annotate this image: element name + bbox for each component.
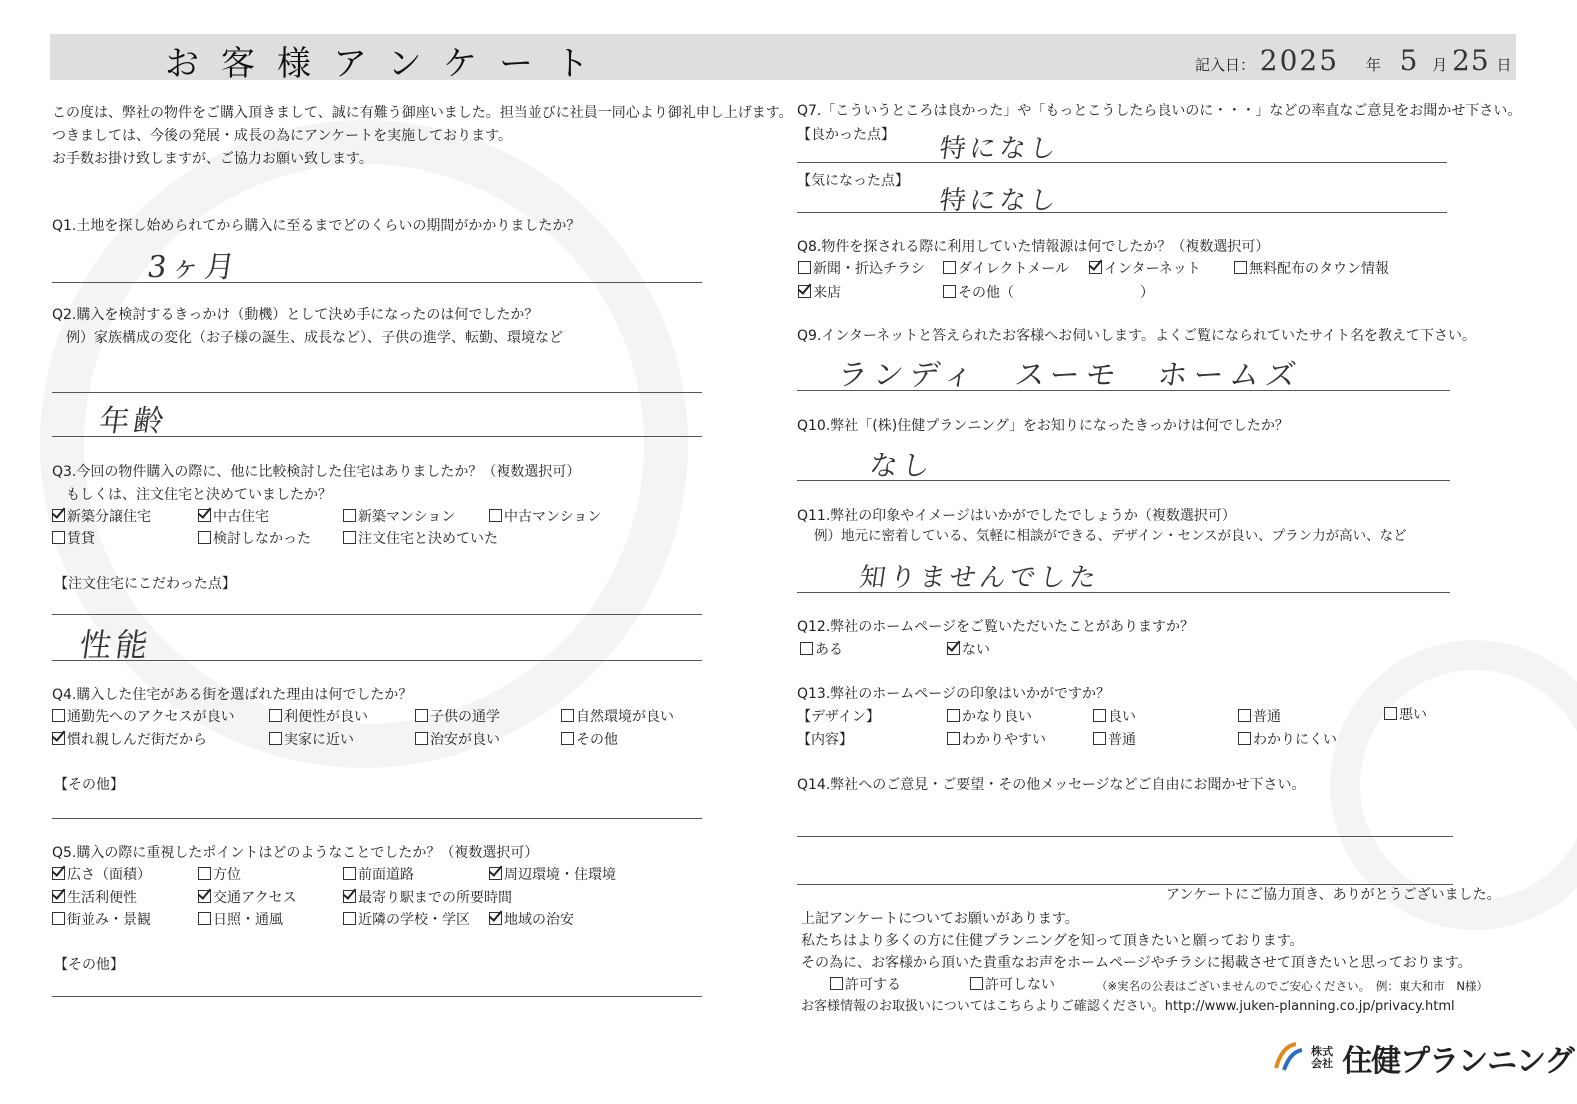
q2-answer-line-2 <box>52 436 702 437</box>
q2-answer: 年齢 <box>97 404 170 439</box>
option-label: 賃貸 <box>67 531 95 547</box>
checkbox[interactable] <box>343 509 356 522</box>
option-label: 新築マンション <box>358 509 456 525</box>
option-label: 地域の治安 <box>504 912 574 928</box>
request-line-2: 私たちはより多くの方に住健プランニングを知って頂きたいと願っております。 <box>801 933 1304 949</box>
checkbox[interactable] <box>561 732 574 745</box>
q4-option-access[interactable] <box>52 708 235 726</box>
option-label: わかりにくい <box>1253 732 1337 748</box>
option-label: 許可する <box>845 977 901 993</box>
checkbox[interactable] <box>52 912 65 925</box>
option-label: 生活利便性 <box>67 890 137 906</box>
request-line-1: 上記アンケートについてお願いがあります。 <box>801 911 1079 927</box>
q2-answer-line-1 <box>52 392 702 393</box>
logo-mark-icon <box>1270 1040 1306 1076</box>
option-label: ダイレクトメール <box>958 261 1070 277</box>
thanks-text: アンケートにご協力頂き、ありがとうございました。 <box>1166 887 1501 903</box>
option-label: 前面道路 <box>358 867 414 883</box>
checkbox[interactable] <box>415 732 428 745</box>
privacy-note: お客様情報のお取扱いについてはこちらよりご確認ください。http://www.juken-planning.co.jp/privacy.html <box>801 999 1455 1014</box>
q5-other-line <box>52 996 702 997</box>
checkbox[interactable] <box>269 709 282 722</box>
date-label: 記入日： <box>1195 56 1256 74</box>
date-entry <box>1195 46 1511 80</box>
option-label: 周辺環境・住環境 <box>504 867 616 883</box>
q10-answer-line <box>797 480 1450 481</box>
q2-question: Q2.購入を検討するきっかけ（動機）として決め手になったのは何でしたか？ <box>52 307 539 323</box>
q4-option-school[interactable] <box>415 708 500 726</box>
q3-sub: もしくは、注文住宅と決めていましたか？ <box>66 487 332 503</box>
checkbox[interactable] <box>52 732 65 745</box>
q3-option-chintai[interactable] <box>52 530 95 548</box>
q8-question: Q8.物件を探される際に利用していた情報源は何でしたか？（複数選択可） <box>797 239 1270 255</box>
logo-company-name: 住健プランニング <box>1342 1044 1574 1079</box>
q3-option-kento-shinakatta[interactable] <box>198 530 311 548</box>
q8-option-other[interactable] <box>943 284 1154 302</box>
logo-kabushiki: 株式会社 <box>1311 1045 1334 1070</box>
option-label: 無料配布のタウン情報 <box>1249 261 1389 277</box>
q3-option-chumon-jutaku[interactable] <box>343 530 498 548</box>
q3-option-chuko-mansion[interactable] <box>489 508 601 526</box>
q8-option-town-info[interactable] <box>1234 260 1389 278</box>
q7-good-line <box>797 162 1447 163</box>
checkbox[interactable] <box>198 531 211 544</box>
q3-answer-line-2 <box>52 660 702 661</box>
q7-question: Q7.「こういうところは良かった」や「もっとこうしたら良いのに・・・」などの率直なご意見をお聞かせ下さい。 <box>797 103 1522 119</box>
checkbox[interactable] <box>970 977 983 990</box>
option-label: ある <box>815 642 843 658</box>
option-label: 中古住宅 <box>213 509 269 525</box>
q5-option-school-district[interactable] <box>343 911 470 929</box>
q4-option-convenience[interactable] <box>269 708 368 726</box>
q14-line-2 <box>797 884 1453 885</box>
checkbox[interactable] <box>1093 732 1106 745</box>
option-label: 悪い <box>1399 707 1427 723</box>
option-label: 良い <box>1108 709 1136 725</box>
option-label: 普通 <box>1108 732 1136 748</box>
option-label: 来店 <box>813 285 841 301</box>
q3-answer-line-1 <box>52 614 702 615</box>
q2-example: 例）家族構成の変化（お子様の誕生、成長など）、子供の進学、転勤、環境など <box>66 330 563 346</box>
option-label: 広さ（面積） <box>67 867 151 883</box>
option-label: 中古マンション <box>504 509 602 525</box>
q8-option-newspaper[interactable] <box>798 260 925 278</box>
q7-concern-answer: 特になし <box>937 186 1062 216</box>
q4-option-familiar[interactable] <box>52 731 207 749</box>
option-label: 自然環境が良い <box>576 709 674 725</box>
q1-question: Q1.土地を探し始められてから購入に至るまでどのくらいの期間がかかりましたか？ <box>52 218 581 234</box>
q7-concern-label: 【気になった点】 <box>797 173 909 189</box>
option-label: 治安が良い <box>430 732 500 748</box>
q7-good-answer: 特になし <box>937 134 1062 164</box>
page-title: お客様アンケート <box>165 44 611 84</box>
checkbox[interactable] <box>415 709 428 722</box>
checkbox[interactable] <box>52 867 65 880</box>
q13-content-normal[interactable] <box>1093 731 1136 749</box>
checkbox[interactable] <box>52 890 65 903</box>
company-logo <box>1270 1036 1574 1079</box>
q5-option-living-convenience[interactable] <box>52 889 137 907</box>
q5-option-sunlight[interactable] <box>198 911 283 929</box>
q7-good-label: 【良かった点】 <box>797 127 895 143</box>
option-label: 通勤先へのアクセスが良い <box>67 709 235 725</box>
checkbox[interactable] <box>198 912 211 925</box>
option-label: 近隣の学校・学区 <box>358 912 470 928</box>
option-label: わかりやすい <box>962 732 1046 748</box>
q5-option-townscape[interactable] <box>52 911 151 929</box>
q4-other-line <box>52 818 702 819</box>
q9-answer: ランディ スーモ ホームズ <box>835 358 1305 393</box>
checkbox[interactable] <box>343 912 356 925</box>
q5-other-label: 【その他】 <box>54 957 124 973</box>
q3-option-shinchiku-bunjo[interactable] <box>52 508 151 526</box>
intro-line-2: つきましては、今後の発展・成長の為にアンケートを実施しております。 <box>52 128 513 144</box>
checkbox[interactable] <box>489 867 502 880</box>
q13-design-good[interactable] <box>1093 708 1136 726</box>
option-label: 検討しなかった <box>213 531 311 547</box>
checkbox[interactable] <box>1089 261 1102 274</box>
option-label: 交通アクセス <box>213 890 297 906</box>
checkbox[interactable] <box>198 890 211 903</box>
intro-line-3: お手数お掛け致しますが、ご協力お願い致します。 <box>52 151 373 167</box>
checkbox[interactable] <box>798 285 811 298</box>
checkbox[interactable] <box>52 509 65 522</box>
q13-design-label: 【デザイン】 <box>797 709 881 725</box>
checkbox[interactable] <box>798 261 811 274</box>
checkbox[interactable] <box>52 709 65 722</box>
q14-question: Q14.弊社へのご意見・ご要望・その他メッセージなどご自由にお聞かせ下さい。 <box>797 777 1306 793</box>
option-label: 注文住宅と決めていた <box>358 531 498 547</box>
q7-concern-line <box>797 212 1447 213</box>
q10-answer: なし <box>867 449 937 482</box>
q4-option-nature[interactable] <box>561 708 674 726</box>
option-label: 最寄り駅までの所要時間 <box>358 890 512 906</box>
date-year: 2025 <box>1259 44 1340 77</box>
option-label: 普通 <box>1253 709 1281 725</box>
date-month: 5 <box>1399 44 1422 77</box>
option-label: 街並み・景観 <box>67 912 151 928</box>
q13-content-unclear[interactable] <box>1238 731 1337 749</box>
checkbox[interactable] <box>947 642 960 655</box>
q9-question: Q9.インターネットと答えられたお客様へお伺いします。よくご覧になられていたサイト名を教えて下さい。 <box>797 328 1477 344</box>
checkbox[interactable] <box>1384 707 1397 720</box>
q5-option-regional-safety[interactable] <box>489 911 574 929</box>
q3-custom-answer: 性能 <box>77 626 155 664</box>
q13-content-clear[interactable] <box>947 731 1046 749</box>
date-day: 25 <box>1452 44 1490 77</box>
checkbox[interactable] <box>1093 709 1106 722</box>
q3-option-shinchiku-mansion[interactable] <box>343 508 455 526</box>
checkbox[interactable] <box>343 890 356 903</box>
q5-option-front-road[interactable] <box>343 866 414 884</box>
q4-option-other[interactable] <box>561 731 618 749</box>
q11-answer: 知りませんでした <box>857 563 1102 593</box>
q14-line-1 <box>797 836 1453 837</box>
q11-question: Q11.弊社の印象やイメージはいかがでしたでしょうか（複数選択可） <box>797 508 1236 524</box>
day-label: 日 <box>1496 56 1512 74</box>
q10-question: Q10.弊社「(株)住健プランニング」をお知りになったきっかけは何でしたか？ <box>797 418 1289 434</box>
checkbox[interactable] <box>489 912 502 925</box>
checkbox[interactable] <box>343 867 356 880</box>
q1-answer: 3ヶ月 <box>145 250 242 285</box>
q11-answer-line <box>797 592 1450 593</box>
option-label: その他（ ） <box>958 285 1154 301</box>
month-label: 月 <box>1432 56 1448 74</box>
option-label: ない <box>962 642 990 658</box>
q1-answer-line <box>52 282 702 283</box>
q12-question: Q12.弊社のホームページをご覧いただいたことがありますか？ <box>797 619 1195 635</box>
option-label: 慣れ親しんだ街だから <box>67 732 207 748</box>
checkbox[interactable] <box>198 867 211 880</box>
q12-option-no[interactable] <box>947 641 990 659</box>
option-label: 許可しない <box>985 977 1055 993</box>
q13-design-bad[interactable] <box>1384 706 1427 724</box>
option-label: 日照・通風 <box>213 912 283 928</box>
option-label: 利便性が良い <box>284 709 368 725</box>
option-label: かなり良い <box>962 709 1032 725</box>
q4-other-label: 【その他】 <box>54 777 124 793</box>
intro-line-1: この度は、弊社の物件をご購入頂きまして、誠に有難う御座いました。担当並びに社員一同心より御礼申し上げます。 <box>52 105 793 121</box>
q5-option-transport[interactable] <box>198 889 297 907</box>
checkbox[interactable] <box>198 509 211 522</box>
option-label: 実家に近い <box>284 732 354 748</box>
q5-option-size[interactable] <box>52 866 151 884</box>
checkbox[interactable] <box>489 509 502 522</box>
checkbox[interactable] <box>947 732 960 745</box>
option-label: 方位 <box>213 867 241 883</box>
q5-option-surroundings[interactable] <box>489 866 616 884</box>
q5-question: Q5.購入の際に重視したポイントはどのようなことでしたか？（複数選択可） <box>52 845 539 861</box>
q8-option-direct-mail[interactable] <box>943 260 1069 278</box>
deny-option[interactable] <box>970 976 1055 994</box>
checkbox[interactable] <box>800 642 813 655</box>
checkbox[interactable] <box>52 531 65 544</box>
checkbox[interactable] <box>830 977 843 990</box>
checkbox[interactable] <box>943 285 956 298</box>
q13-design-very-good[interactable] <box>947 708 1032 726</box>
q5-option-direction[interactable] <box>198 866 241 884</box>
checkbox[interactable] <box>1238 709 1251 722</box>
q9-answer-line <box>797 390 1450 391</box>
q3-question: Q3.今回の物件購入の際に、他に比較検討した住宅はありましたか？（複数選択可） <box>52 464 581 480</box>
q3-option-chuko-jutaku[interactable] <box>198 508 269 526</box>
checkbox[interactable] <box>343 531 356 544</box>
q8-option-internet[interactable] <box>1089 260 1201 278</box>
q4-option-parents-home[interactable] <box>269 731 354 749</box>
checkbox[interactable] <box>1234 261 1247 274</box>
checkbox[interactable] <box>561 709 574 722</box>
q8-option-visit[interactable] <box>798 284 841 302</box>
q3-custom-label: 【注文住宅にこだわった点】 <box>54 576 236 592</box>
option-label: 子供の通学 <box>430 709 500 725</box>
q4-option-safety[interactable] <box>415 731 500 749</box>
permit-option[interactable] <box>830 976 901 994</box>
year-label: 年 <box>1365 56 1381 74</box>
checkbox[interactable] <box>947 709 960 722</box>
option-label: 新聞・折込チラシ <box>813 261 925 277</box>
checkbox[interactable] <box>943 261 956 274</box>
q4-question: Q4.購入した住宅がある街を選ばれた理由は何でしたか？ <box>52 687 413 703</box>
request-line-3: その為に、お客様から頂いた貴重なお声をホームページやチラシに掲載させて頂きたいと思っております。 <box>801 955 1472 971</box>
q13-design-normal[interactable] <box>1238 708 1281 726</box>
option-label: 新築分譲住宅 <box>67 509 151 525</box>
checkbox[interactable] <box>1238 732 1251 745</box>
q13-question: Q13.弊社のホームページの印象はいかがですか？ <box>797 686 1111 702</box>
anonymity-note: （※実名の公表はございませんのでご安心ください。 例：東大和市 N様） <box>1096 979 1488 993</box>
option-label: その他 <box>576 732 618 748</box>
q5-option-station-time[interactable] <box>343 889 512 907</box>
q12-option-yes[interactable] <box>800 641 843 659</box>
q13-content-label: 【内容】 <box>797 732 853 748</box>
option-label: インターネット <box>1104 261 1201 277</box>
q11-example: 例）地元に密着している、気軽に相談ができる、デザイン・センスが良い、プラン力が高い、など <box>814 528 1407 544</box>
checkbox[interactable] <box>269 732 282 745</box>
